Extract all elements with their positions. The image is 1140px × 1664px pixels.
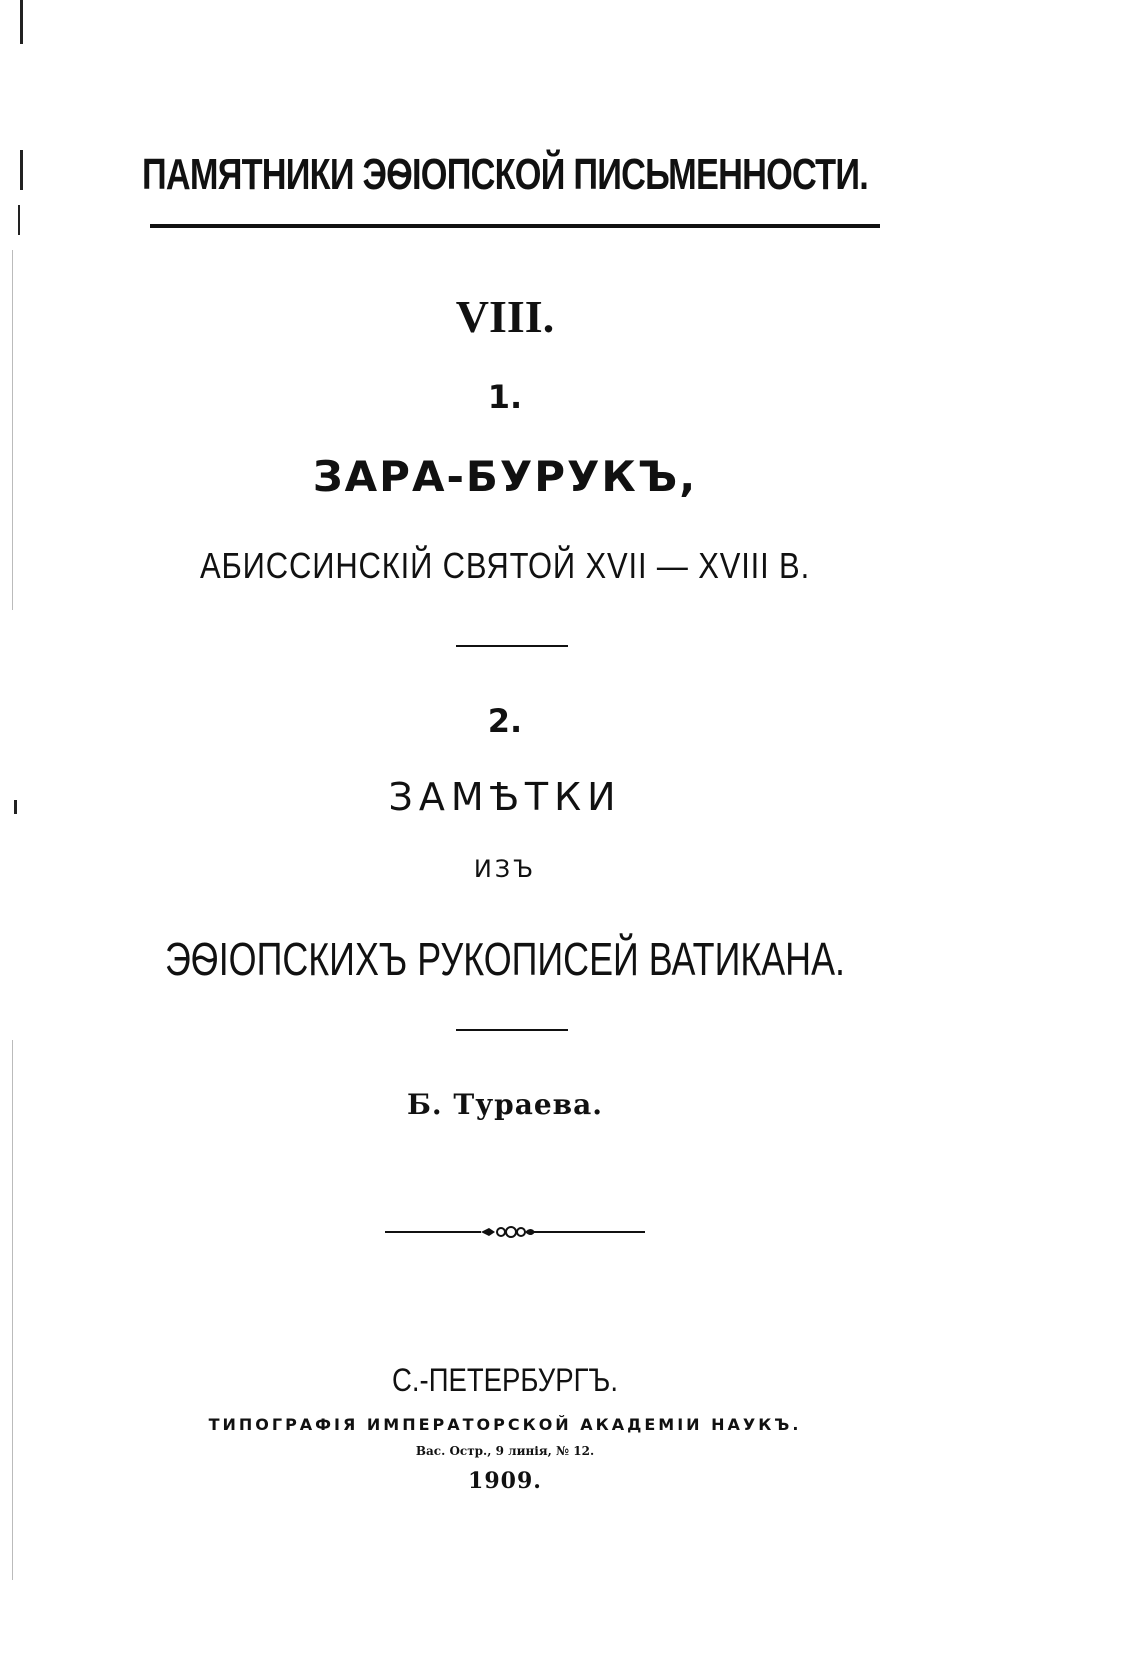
part-1-title: ЗАРА-БУРУКЪ, bbox=[312, 452, 698, 501]
part-2-subtitle: ЭѲІОПСКИХЪ РУКОПИСЕЙ ВАТИКАНА. bbox=[164, 933, 846, 985]
part-1-number: 1. bbox=[487, 378, 523, 416]
section-divider bbox=[456, 1029, 568, 1031]
volume-number: VIII. bbox=[455, 291, 555, 342]
scan-edge-mark bbox=[18, 205, 20, 235]
part-2-preposition: ИЗЪ bbox=[473, 855, 537, 883]
ornament-divider bbox=[385, 1222, 645, 1242]
publication-city: С.-ПЕТЕРБУРГЪ. bbox=[392, 1362, 618, 1398]
scan-edge-mark bbox=[20, 150, 23, 190]
scan-edge-mark bbox=[12, 1040, 13, 1580]
series-title-rule bbox=[150, 224, 880, 228]
scan-edge-mark bbox=[20, 0, 23, 44]
publisher-address: Вас. Остр., 9 линія, № 12. bbox=[415, 1444, 595, 1458]
part-1-subtitle: АБИССИНСКІЙ СВЯТОЙ XVII — XVIII В. bbox=[199, 545, 811, 586]
publication-year: 1909. bbox=[468, 1468, 542, 1494]
publisher: ТИПОГРАФІЯ ИМПЕРАТОРСКОЙ АКАДЕМІИ НАУКЪ. bbox=[208, 1415, 802, 1434]
author-name: Б. Тураева. bbox=[406, 1088, 604, 1121]
part-2-title: ЗАМѢТКИ bbox=[388, 775, 622, 819]
series-title: ПАМЯТНИКИ ЭѲІОПСКОЙ ПИСЬМЕННОСТИ. bbox=[142, 150, 868, 199]
section-divider bbox=[456, 645, 568, 647]
part-2-number: 2. bbox=[487, 702, 523, 740]
